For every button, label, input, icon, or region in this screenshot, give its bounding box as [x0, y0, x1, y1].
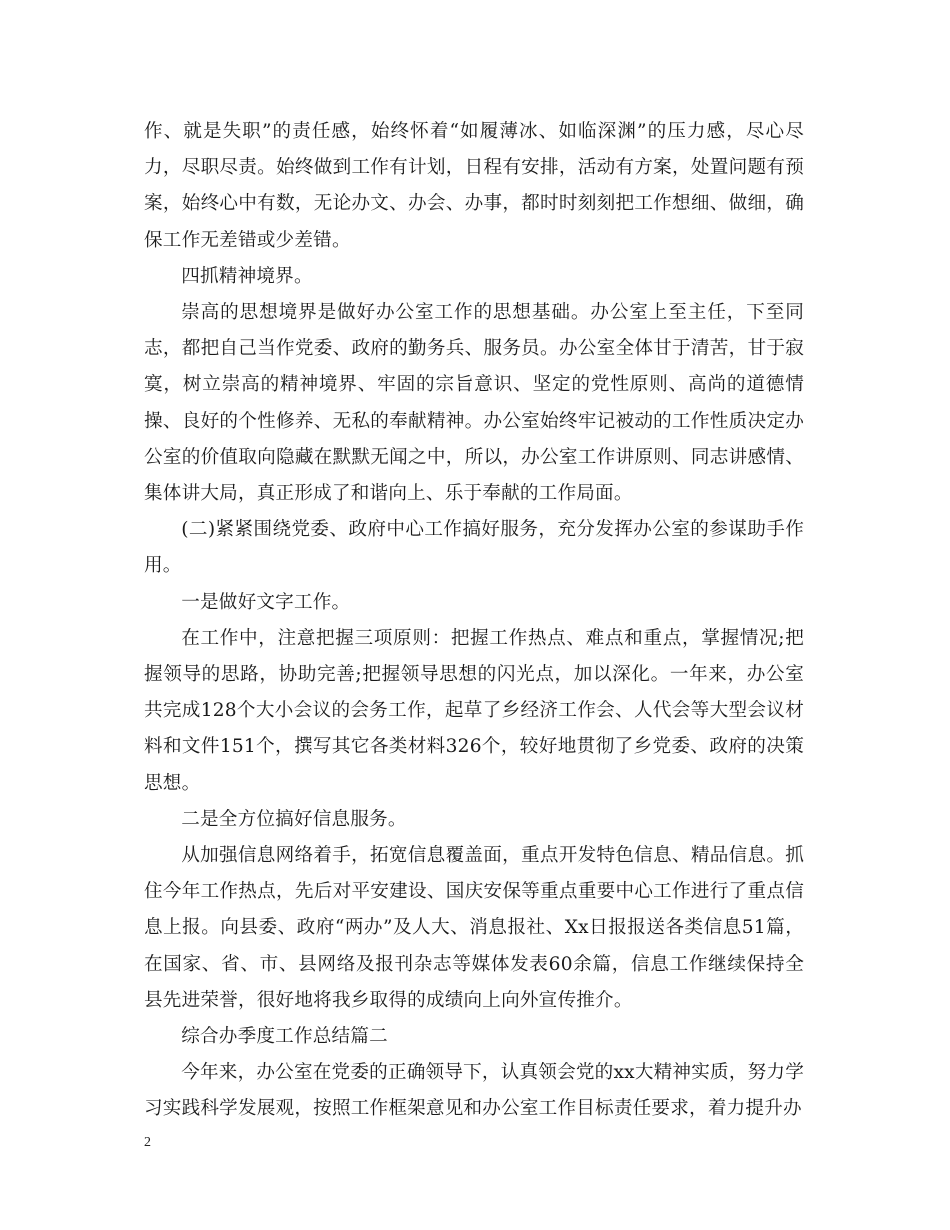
- paragraph: 四抓精神境界。: [181, 265, 313, 287]
- paragraph: 今年来，办公室在党委的正确领导下，认真领会党的xx大精神实质，努力学习实践科学发展观，按照工作框架意见和办公室工作目标责任要求，着力提升办: [144, 1062, 804, 1120]
- section-heading: 综合办季度工作总结篇二: [181, 1026, 388, 1048]
- paragraph: 崇高的思想境界是做好办公室工作的思想基础。办公室上至主任，下至同志，都把自己当作党委、政府的勤务兵、服务员。办公室全体甘于清苦，甘于寂寞，树立崇高的精神境界、牢固的宗旨意识、坚定的党性原则、高尚的道德情操、良好的个性修养、无私的奉献精神。办公室始终牢记被动的工作性质决定办公室的价值取向隐藏在默默无闻之中，所以，办公室工作讲原则、同志讲感情、集体讲大局，真正形成了和谐向上、乐于奉献的工作局面。: [144, 302, 804, 505]
- paragraph: 一是做好文字工作。: [181, 591, 351, 613]
- document-body: [144, 114, 804, 1128]
- paragraph: 在工作中，注意把握三项原则：把握工作热点、难点和重点，掌握情况;把握领导的思路，协助完善;把握领导思想的闪光点，加以深化。一年来，办公室共完成128个大小会议的会务工作，起草了乡经济工作会、人代会等大型会议材料和文件151个，撰写其它各类材料326个，较好地贯彻了乡党委、政府的决策思想。: [144, 627, 804, 794]
- page-number: 2: [144, 1135, 151, 1150]
- paragraph: (二)紧紧围绕党委、政府中心工作搞好服务，充分发挥办公室的参谋助手作用。: [144, 519, 804, 577]
- paragraph: 作、就是失职”的责任感，始终怀着“如履薄冰、如临深渊”的压力感，尽心尽力，尽职尽责。始终做到工作有计划，日程有安排，活动有方案，处置问题有预案，始终心中有数，无论办文、办会、办事，都时时刻刻把工作想细、做细，确保工作无差错或少差错。: [144, 121, 804, 251]
- paragraph: 二是全方位搞好信息服务。: [181, 808, 407, 830]
- paragraph: 从加强信息网络着手，拓宽信息覆盖面，重点开发特色信息、精品信息。抓住今年工作热点，先后对平安建设、国庆安保等重点重要中心工作进行了重点信息上报。向县委、政府“两办”及人大、消息报社、Xx日报报送各类信息51篇，在国家、省、市、县网络及报刊杂志等媒体发表60余篇，信息工作继续保持全县先进荣誉，很好地将我乡取得的成绩向上向外宣传推介。: [144, 845, 804, 1011]
